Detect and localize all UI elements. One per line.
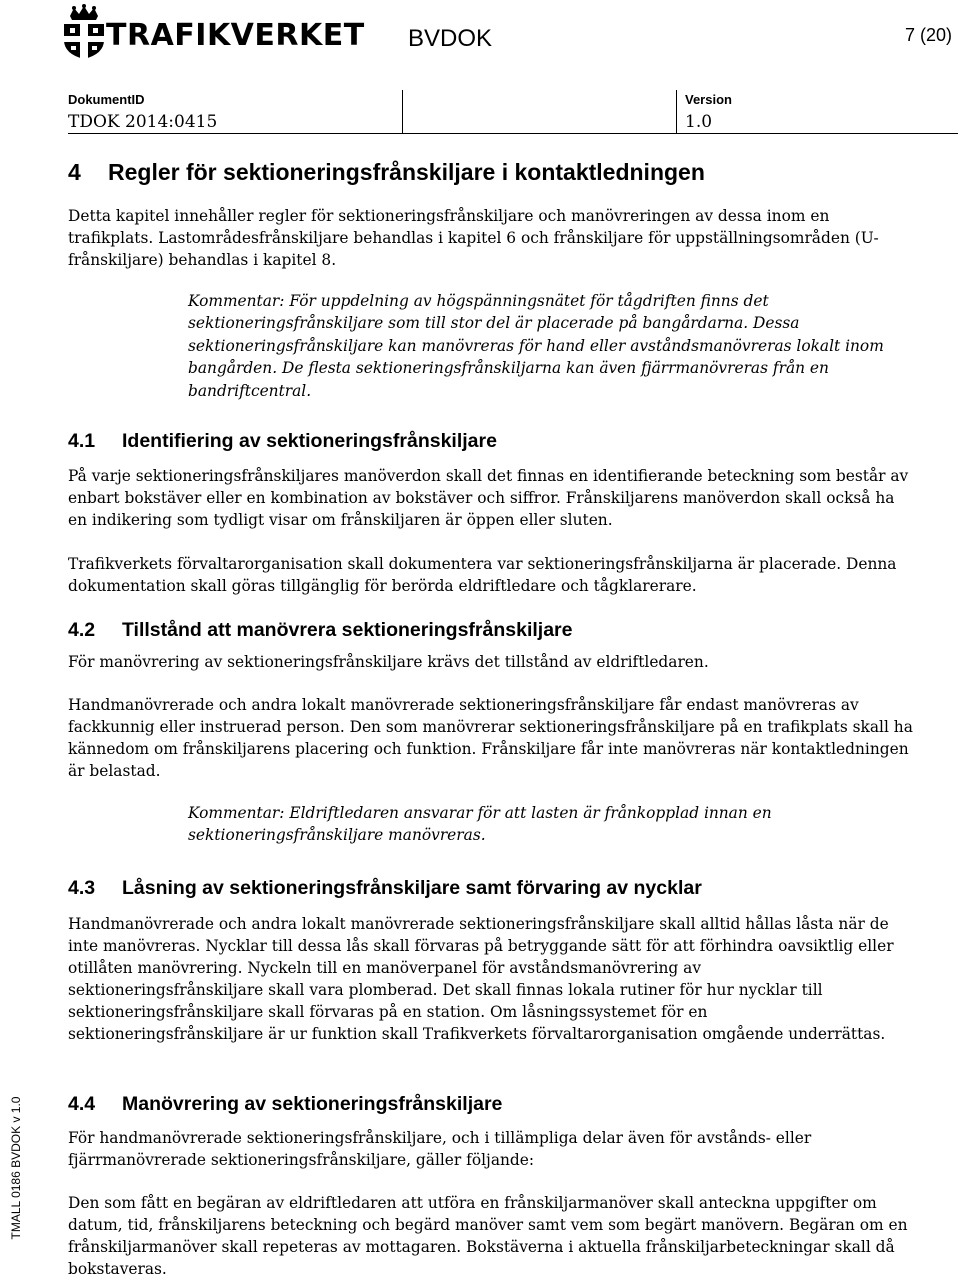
logo-wordmark: TRAFIKVERKET bbox=[106, 18, 365, 53]
section-title: Identifiering av sektioneringsfrånskiljare bbox=[122, 430, 497, 452]
section-heading-4-3 bbox=[68, 874, 948, 902]
section-number: 4.2 bbox=[68, 619, 96, 641]
doc-id-value: TDOK 2014:0415 bbox=[68, 112, 218, 132]
doc-id-cell bbox=[68, 90, 398, 134]
section-4-4-paragraph-1: För handmanövrerade sektioneringsfrånskiljare, och i tillämpliga delar även för avstånds- eller fjärrmanövrerade sektioneringsfrånskiljare, gäller följande: bbox=[68, 1129, 812, 1169]
empty-cell bbox=[408, 90, 678, 134]
chapter-heading bbox=[68, 156, 948, 188]
section-4-1-paragraph-1: På varje sektioneringsfrånskiljares manöverdon skall det finnas en identifierande beteckning som består av enbart bokstäver eller en kombination av bokstäver och siffror. Frånskiljarens manöverdon skall också ha en indikering som tydligt visar om frånskiljaren är öppen eller sluten. bbox=[68, 467, 909, 529]
section-number: 4.1 bbox=[68, 430, 96, 452]
section-4-3-paragraph-1: Handmanövrerade och andra lokalt manövrerade sektioneringsfrånskiljare skall alltid hållas låsta när de inte manövreras. Nycklar till dessa lås skall förvaras på betryggande sätt för att förhindra oavsiktlig eller otillåten manövrering. Nyckeln till en manöverpanel för avståndsmanövrering av sektioneringsfrånskiljare skall vara plomberad. Det skall finnas lokala rutiner för hur nycklar till sektioneringsfrånskiljare skall förvaras på en station. Om låsningssystemet för en sektioneringsfrånskiljare är ur funktion skall Trafikverkets förvaltarorganisation omgående underrättas. bbox=[68, 915, 894, 1043]
section-heading-4-2 bbox=[68, 616, 948, 644]
section-4-2-paragraph-2: Handmanövrerade och andra lokalt manövrerade sektioneringsfrånskiljare får endast manövreras av fackkunnig eller instruerad person. Den som manövrerar sektioneringsfrånskiljare på en trafikplats skall ha kännedom om frånskiljarens placering och funktion. Frånskiljare får inte manövreras när kontaktledningen är belastad. bbox=[68, 696, 913, 780]
chapter-title: Regler för sektioneringsfrånskiljare i kontaktledningen bbox=[108, 159, 705, 185]
section-heading-4-4 bbox=[68, 1090, 948, 1118]
template-side-label: TMALL 0186 BVDOK v 1.0 bbox=[9, 1096, 23, 1240]
section-title: Manövrering av sektioneringsfrånskiljare bbox=[122, 1093, 503, 1115]
page-number: 7 (20) bbox=[904, 25, 952, 45]
doc-id-label: DokumentID bbox=[68, 92, 145, 107]
meta-divider bbox=[676, 90, 677, 134]
version-cell bbox=[685, 90, 945, 134]
version-label: Version bbox=[685, 92, 732, 107]
section-title: Tillstånd att manövrera sektioneringsfrånskiljare bbox=[122, 619, 573, 641]
chapter-intro: Detta kapitel innehåller regler för sektioneringsfrånskiljare och manövreringen av dessa inom en trafikplats. Lastområdesfrånskiljare behandlas i kapitel 6 och frånskiljare för uppställningsområden (U-frånskiljare) behandlas i kapitel 8. bbox=[68, 207, 879, 269]
section-4-4-paragraph-2: Den som fått en begäran av eldriftledaren att utföra en frånskiljarmanöver skall anteckna uppgifter om datum, tid, frånskiljarens beteckning och begärd manöver samt vem som begärt manövern. Begäran om en frånskiljarmanöver skall repeteras av mottagaren. Bokstäverna i aktuella frånskiljarbeteckningar skall då bokstaveras. bbox=[68, 1194, 908, 1278]
meta-divider bbox=[402, 90, 403, 134]
document-type: BVDOK bbox=[408, 25, 493, 52]
chapter-comment: Kommentar: För uppdelning av högspänningsnätet för tågdriften finns det sektioneringsfrånskiljare som till stor del är placerade på bangårdarna. Dessa sektioneringsfrånskiljare kan manövreras för hand eller avståndsmanövreras lokalt inom bangården. De flesta sektioneringsfrånskiljarna kan även fjärrmanövreras från en bandriftcentral. bbox=[188, 292, 884, 400]
meta-bottom-rule bbox=[68, 133, 958, 134]
section-number: 4.3 bbox=[68, 877, 96, 899]
section-4-2-paragraph-1: För manövrering av sektioneringsfrånskiljare krävs det tillstånd av eldriftledaren. bbox=[68, 653, 709, 671]
crown-shield-icon bbox=[62, 4, 106, 60]
version-value: 1.0 bbox=[685, 112, 713, 132]
section-number: 4.4 bbox=[68, 1093, 96, 1115]
section-title: Låsning av sektioneringsfrånskiljare samt förvaring av nycklar bbox=[122, 877, 702, 899]
section-4-2-comment: Kommentar: Eldriftledaren ansvarar för att lasten är frånkopplad innan en sektioneringsfrånskiljare manövreras. bbox=[188, 804, 772, 845]
chapter-number: 4 bbox=[68, 159, 81, 185]
document-meta-table bbox=[68, 90, 958, 134]
section-heading-4-1 bbox=[68, 427, 948, 455]
section-4-1-paragraph-2: Trafikverkets förvaltarorganisation skall dokumentera var sektioneringsfrånskiljarna är placerade. Denna dokumentation skall göras tillgänglig för berörda eldriftledare och tågklarerare. bbox=[68, 555, 897, 595]
